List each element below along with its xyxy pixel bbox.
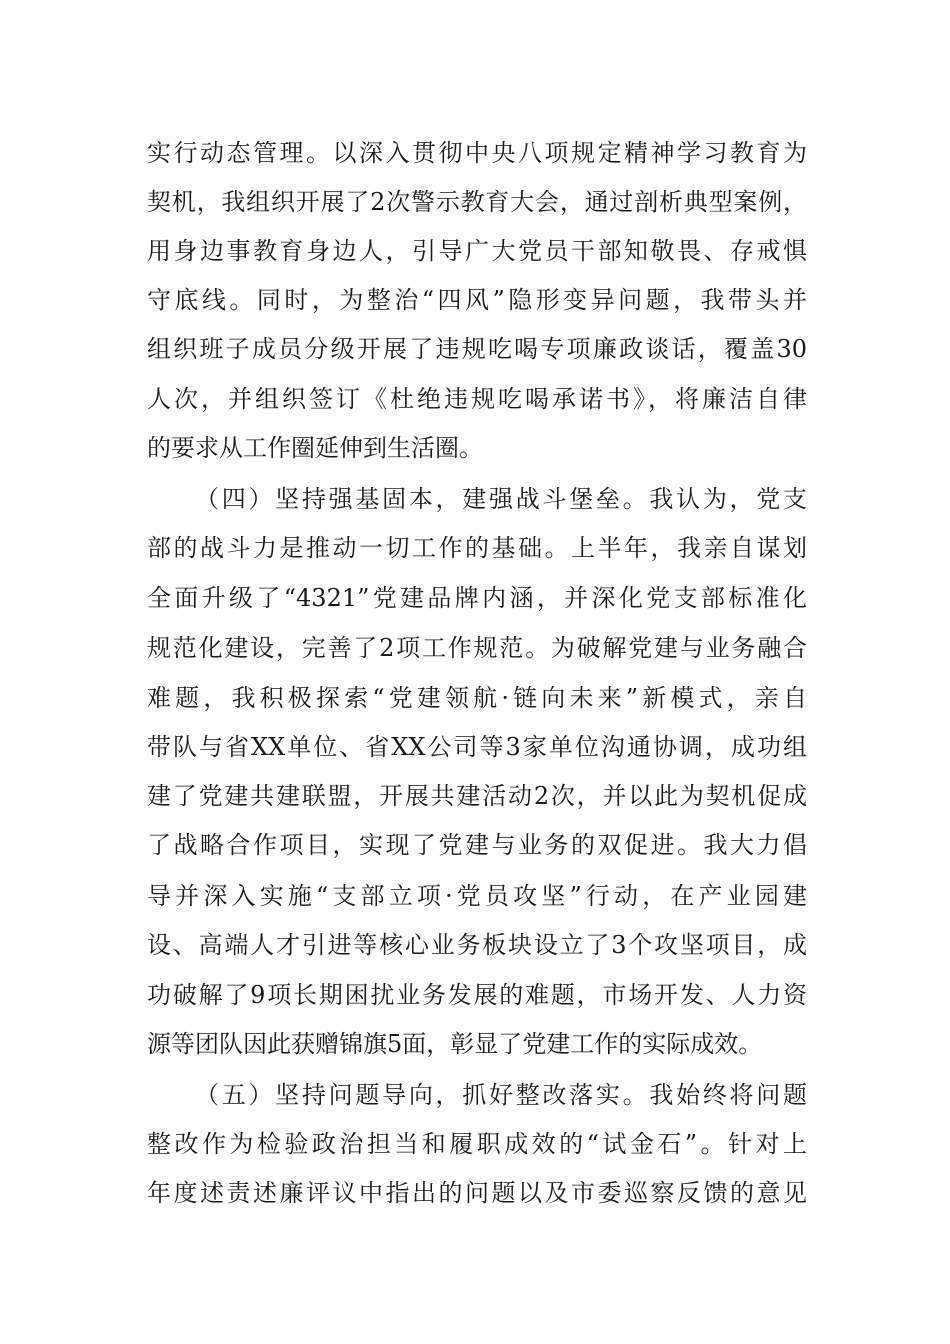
text-line: 用身边事教育身边人，引导广大党员干部知敬畏、存戒惧 bbox=[147, 237, 807, 265]
text-line: 实行动态管理。以深入贯彻中央八项规定精神学习教育为 bbox=[147, 139, 807, 167]
text-line: 设、高端人才引进等核心业务板块设立了3个攻坚项目，成 bbox=[147, 931, 807, 959]
text-line: 难题，我积极探索“党建领航·链向未来”新模式，亲自 bbox=[147, 684, 807, 712]
text-line: 组织班子成员分级开展了违规吃喝专项廉政谈话，覆盖30 bbox=[147, 335, 807, 363]
text-line: 守底线。同时，为整治“四风”隐形变异问题，我带头并 bbox=[147, 286, 807, 314]
text-line: 功破解了9项长期困扰业务发展的难题，市场开发、人力资 bbox=[147, 981, 807, 1009]
text-line: 源等团队因此获赠锦旗5面，彰显了党建工作的实际成效。 bbox=[147, 1030, 763, 1058]
paragraph-heading-line: （五）坚持问题导向，抓好整改落实。我始终将问题 bbox=[195, 1081, 807, 1109]
text-line: 整改作为检验政治担当和履职成效的“试金石”。针对上 bbox=[147, 1130, 807, 1158]
text-line: 全面升级了“4321”党建品牌内涵，并深化党支部标准化 bbox=[147, 584, 807, 612]
text-line: 的要求从工作圈延伸到生活圈。 bbox=[147, 434, 483, 462]
text-line: 部的战斗力是推动一切工作的基础。上半年，我亲自谋划 bbox=[147, 534, 807, 562]
text-line: 年度述责述廉评议中指出的问题以及市委巡察反馈的意见 bbox=[147, 1179, 807, 1207]
text-line: 了战略合作项目，实现了党建与业务的双促进。我大力倡 bbox=[147, 831, 807, 859]
text-line: 导并深入实施“支部立项·党员攻坚”行动，在产业园建 bbox=[147, 882, 807, 910]
text-line: 契机，我组织开展了2次警示教育大会，通过剖析典型案例， bbox=[147, 188, 807, 216]
text-line: 带队与省XX单位、省XX公司等3家单位沟通协调，成功组 bbox=[147, 733, 807, 761]
text-line: 人次，并组织签订《杜绝违规吃喝承诺书》，将廉洁自律 bbox=[147, 385, 807, 413]
text-line: 建了党建共建联盟，开展共建活动2次，并以此为契机促成 bbox=[147, 782, 807, 810]
paragraph-heading-line: （四）坚持强基固本，建强战斗堡垒。我认为，党支 bbox=[195, 485, 807, 513]
text-line: 规范化建设，完善了2项工作规范。为破解党建与业务融合 bbox=[147, 634, 807, 662]
